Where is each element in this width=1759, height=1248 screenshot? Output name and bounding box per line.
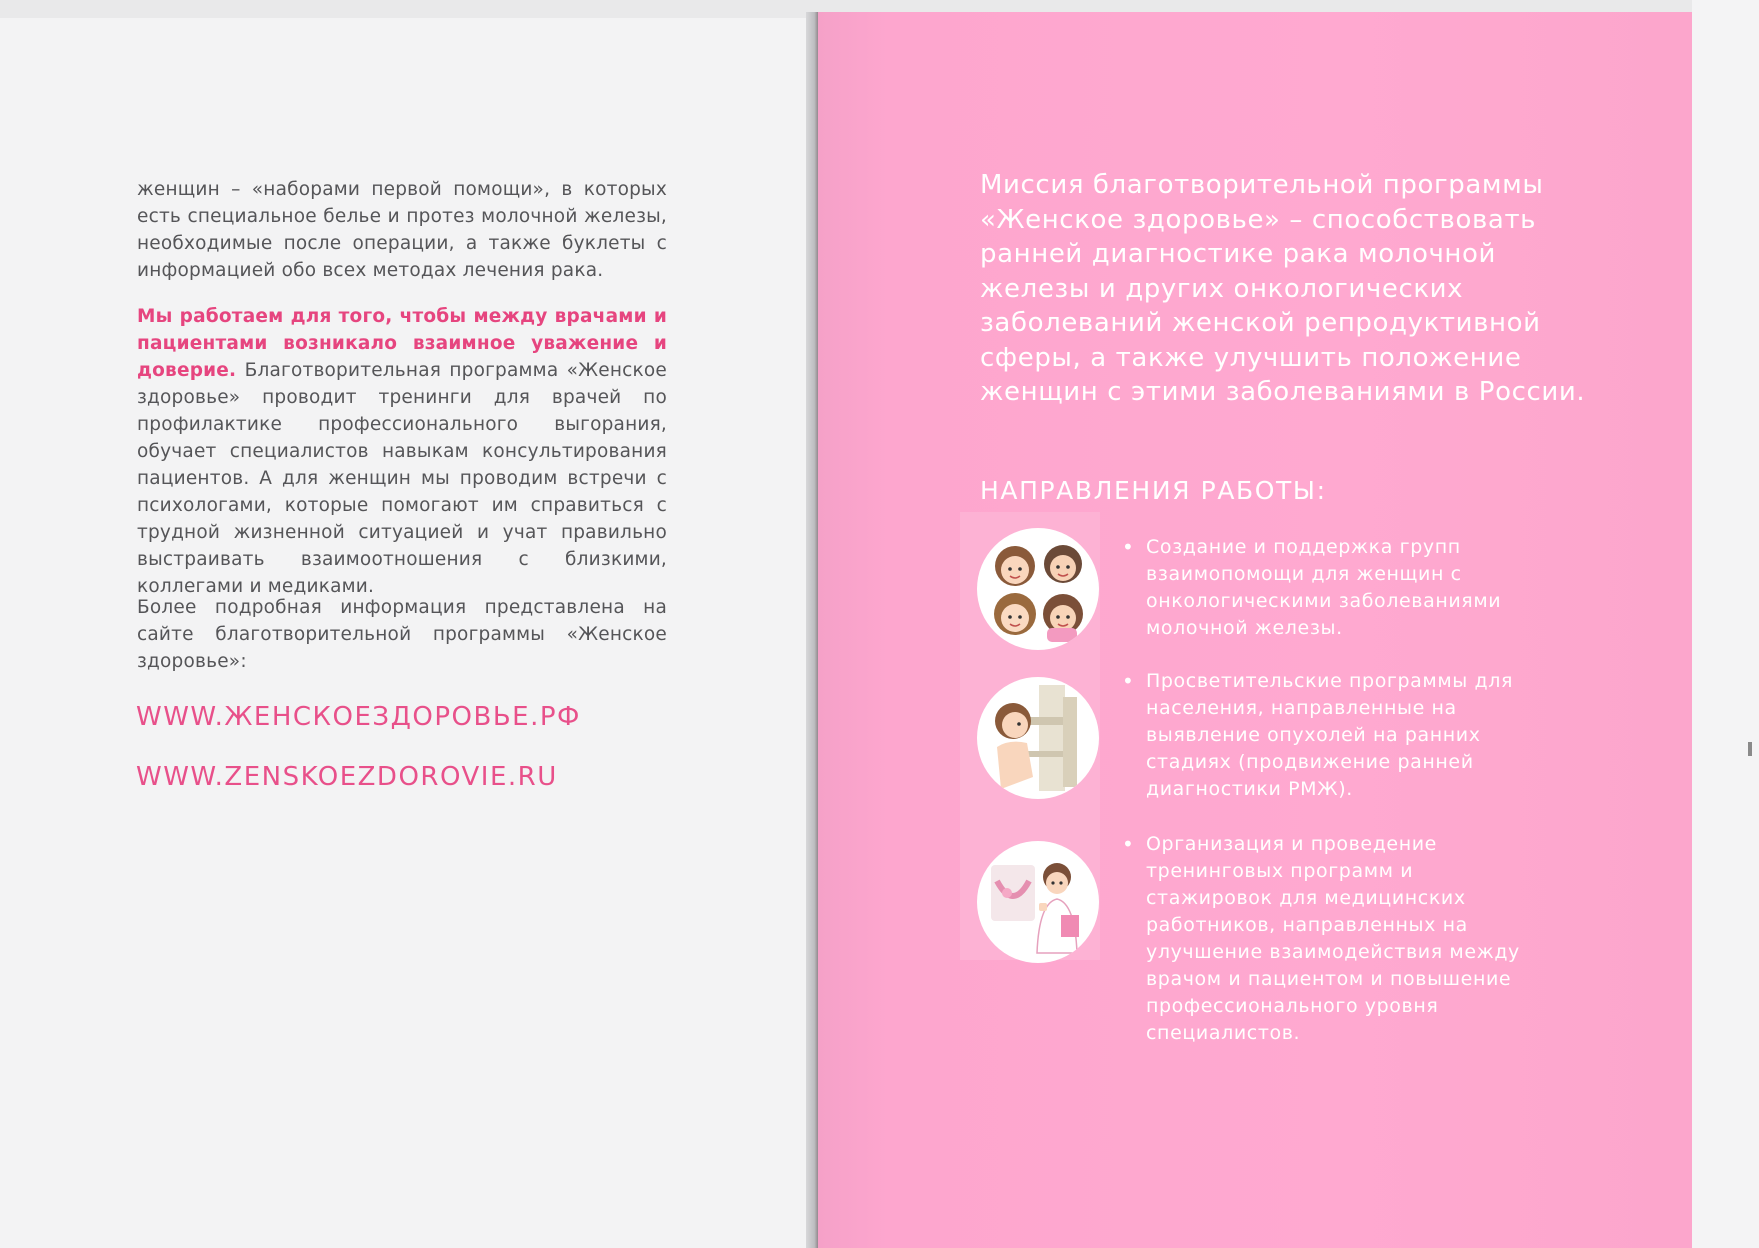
mammography-icon xyxy=(977,677,1099,799)
mission-statement: Миссия благотворительной программы «Женское здоровье» – способствовать ранней диагностике рака молочной железы и других онкологических заболеваний женской репродуктивной сферы, а также улучшить положение женщин с этими заболеваниями в России. xyxy=(980,170,1586,407)
intro-paragraph: женщин – «наборами первой помощи», в которых есть специальное белье и протез молочной железы, необходимые после операции, а также буклеты с информацией обо всех методах лечения рака. xyxy=(137,179,667,281)
direction-item-education: • Просветительские программы для населения, направленные на выявление опухолей на ранних стадиях (продвижение ранней диагностики РМЖ). xyxy=(1146,668,1526,803)
website-link-latin[interactable]: WWW.ZENSKOEZDOROVIE.RU xyxy=(136,762,558,792)
more-info-paragraph: Более подробная информация представлена на сайте благотворительной программы «Женское здоровье»: xyxy=(137,597,667,672)
direction-item-support-groups: • Создание и поддержка групп взаимопомощи для женщин с онкологическими заболеваниями молочной железы. xyxy=(1146,534,1536,642)
page-edge xyxy=(1692,0,1759,1248)
trust-headline: Мы работаем для того, чтобы между врачами и пациентами возникало взаимное уважение и доверие. xyxy=(137,306,667,381)
page-edge-mark xyxy=(1748,742,1752,756)
website-link-cyrillic[interactable]: WWW.ЖЕНСКОЕЗДОРОВЬЕ.РФ xyxy=(136,702,581,732)
women-group-icon xyxy=(977,528,1099,650)
nurse-icon xyxy=(977,841,1099,963)
trust-body: Благотворительная программа «Женское здоровье» проводит тренинги для врачей по профилактике профессионального выгорания, обучает специалистов навыкам консультирования пациентов. А для женщин мы проводим встречи с психологами, которые помогают им справиться с трудной жизненной ситуацией и учат правильно выстраивать взаимоотношения с близкими, коллегами и медиками. xyxy=(137,360,667,597)
directions-title: НАПРАВЛЕНИЯ РАБОТЫ: xyxy=(980,476,1327,505)
trust-paragraph xyxy=(137,303,667,600)
direction-item-training: • Организация и проведение тренинговых программ и стажировок для медицинских работников, направленных на улучшение взаимодействия между врачом и пациентом и повышение профессионального уровня специалистов. xyxy=(1146,831,1526,1047)
